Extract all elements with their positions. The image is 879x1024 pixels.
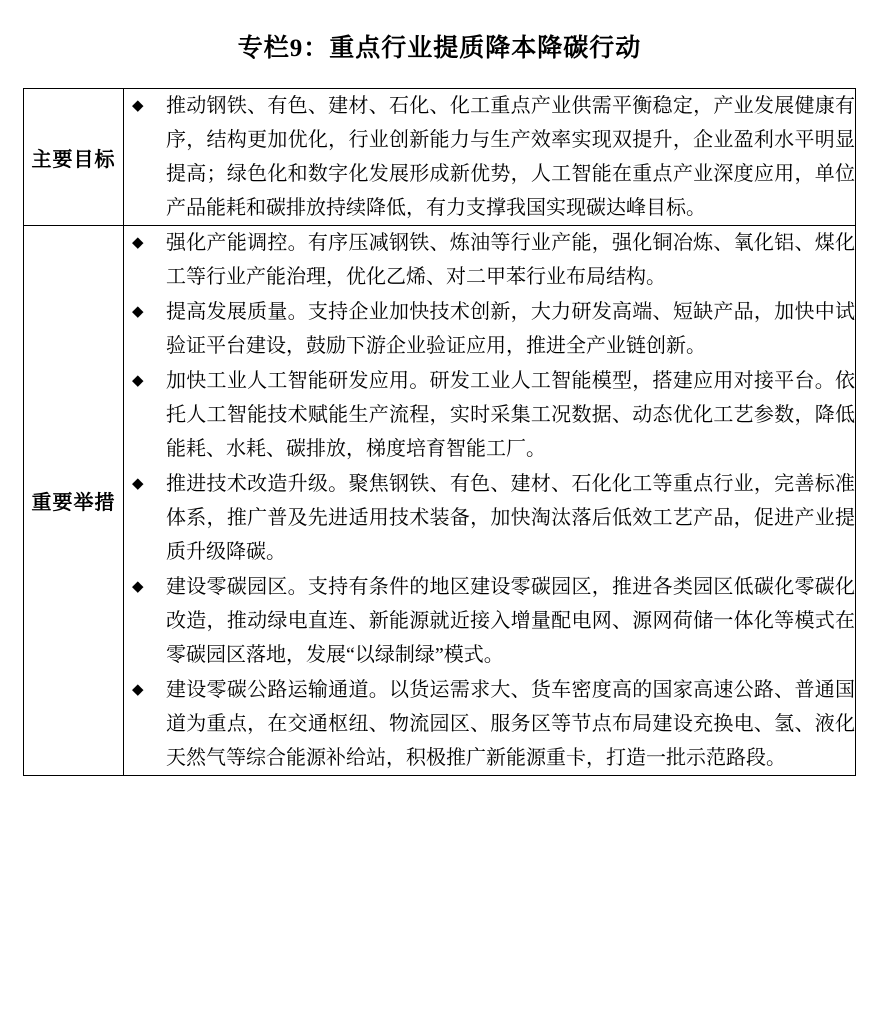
list-item-text: 提高发展质量。支持企业加快技术创新，大力研发高端、短缺产品，加快中试验证平台建设，鼓励下游企业验证应用，推进全产业链创新。: [166, 301, 855, 357]
measures-list: [124, 226, 855, 775]
list-item: [124, 570, 855, 672]
list-item: [124, 89, 855, 225]
action-plan-table: [23, 88, 856, 776]
list-item: [124, 226, 855, 294]
row-content-measures: [124, 226, 856, 776]
goals-list: [124, 89, 855, 225]
table-row: [24, 226, 856, 776]
table-row: [24, 89, 856, 226]
list-item: [124, 673, 855, 775]
bullet-icon: ◆: [132, 579, 144, 595]
bullet-icon: ◆: [132, 235, 144, 251]
list-item-text: 推动钢铁、有色、建材、石化、化工重点产业供需平衡稳定，产业发展健康有序，结构更加优化，行业创新能力与生产效率实现双提升，企业盈利水平明显提高；绿色化和数字化发展形成新优势，人工智能在重点产业深度应用，单位产品能耗和碳排放持续降低，有力支撑我国实现碳达峰目标。: [166, 95, 855, 219]
list-item-text: 加快工业人工智能研发应用。研发工业人工智能模型，搭建应用对接平台。依托人工智能技术赋能生产流程，实时采集工况数据、动态优化工艺参数，降低能耗、水耗、碳排放，梯度培育智能工厂。: [166, 370, 855, 460]
bullet-icon: ◆: [132, 304, 144, 320]
bullet-icon: ◆: [132, 476, 144, 492]
row-label-measures: 重要举措: [24, 226, 124, 776]
bullet-icon: ◆: [132, 373, 144, 389]
list-item-text: 建设零碳园区。支持有条件的地区建设零碳园区，推进各类园区低碳化零碳化改造，推动绿电直连、新能源就近接入增量配电网、源网荷储一体化等模式在零碳园区落地，发展“以绿制绿”模式。: [166, 576, 855, 666]
list-item-text: 建设零碳公路运输通道。以货运需求大、货车密度高的国家高速公路、普通国道为重点，在交通枢纽、物流园区、服务区等节点布局建设充换电、氢、液化天然气等综合能源补给站，积极推广新能源重卡，打造一批示范路段。: [166, 679, 855, 769]
bullet-icon: ◆: [132, 682, 144, 698]
list-item-text: 强化产能调控。有序压减钢铁、炼油等行业产能，强化铜冶炼、氧化铝、煤化工等行业产能治理，优化乙烯、对二甲苯行业布局结构。: [166, 232, 855, 288]
list-item-text: 推进技术改造升级。聚焦钢铁、有色、建材、石化化工等重点行业，完善标准体系，推广普及先进适用技术装备，加快淘汰落后低效工艺产品，促进产业提质升级降碳。: [166, 473, 855, 563]
list-item: [124, 467, 855, 569]
row-label-goals: 主要目标: [24, 89, 124, 226]
list-item: [124, 364, 855, 466]
list-item: [124, 295, 855, 363]
bullet-icon: ◆: [132, 98, 144, 114]
row-content-goals: [124, 89, 856, 226]
page-title: 专栏9：重点行业提质降本降碳行动: [237, 35, 642, 62]
